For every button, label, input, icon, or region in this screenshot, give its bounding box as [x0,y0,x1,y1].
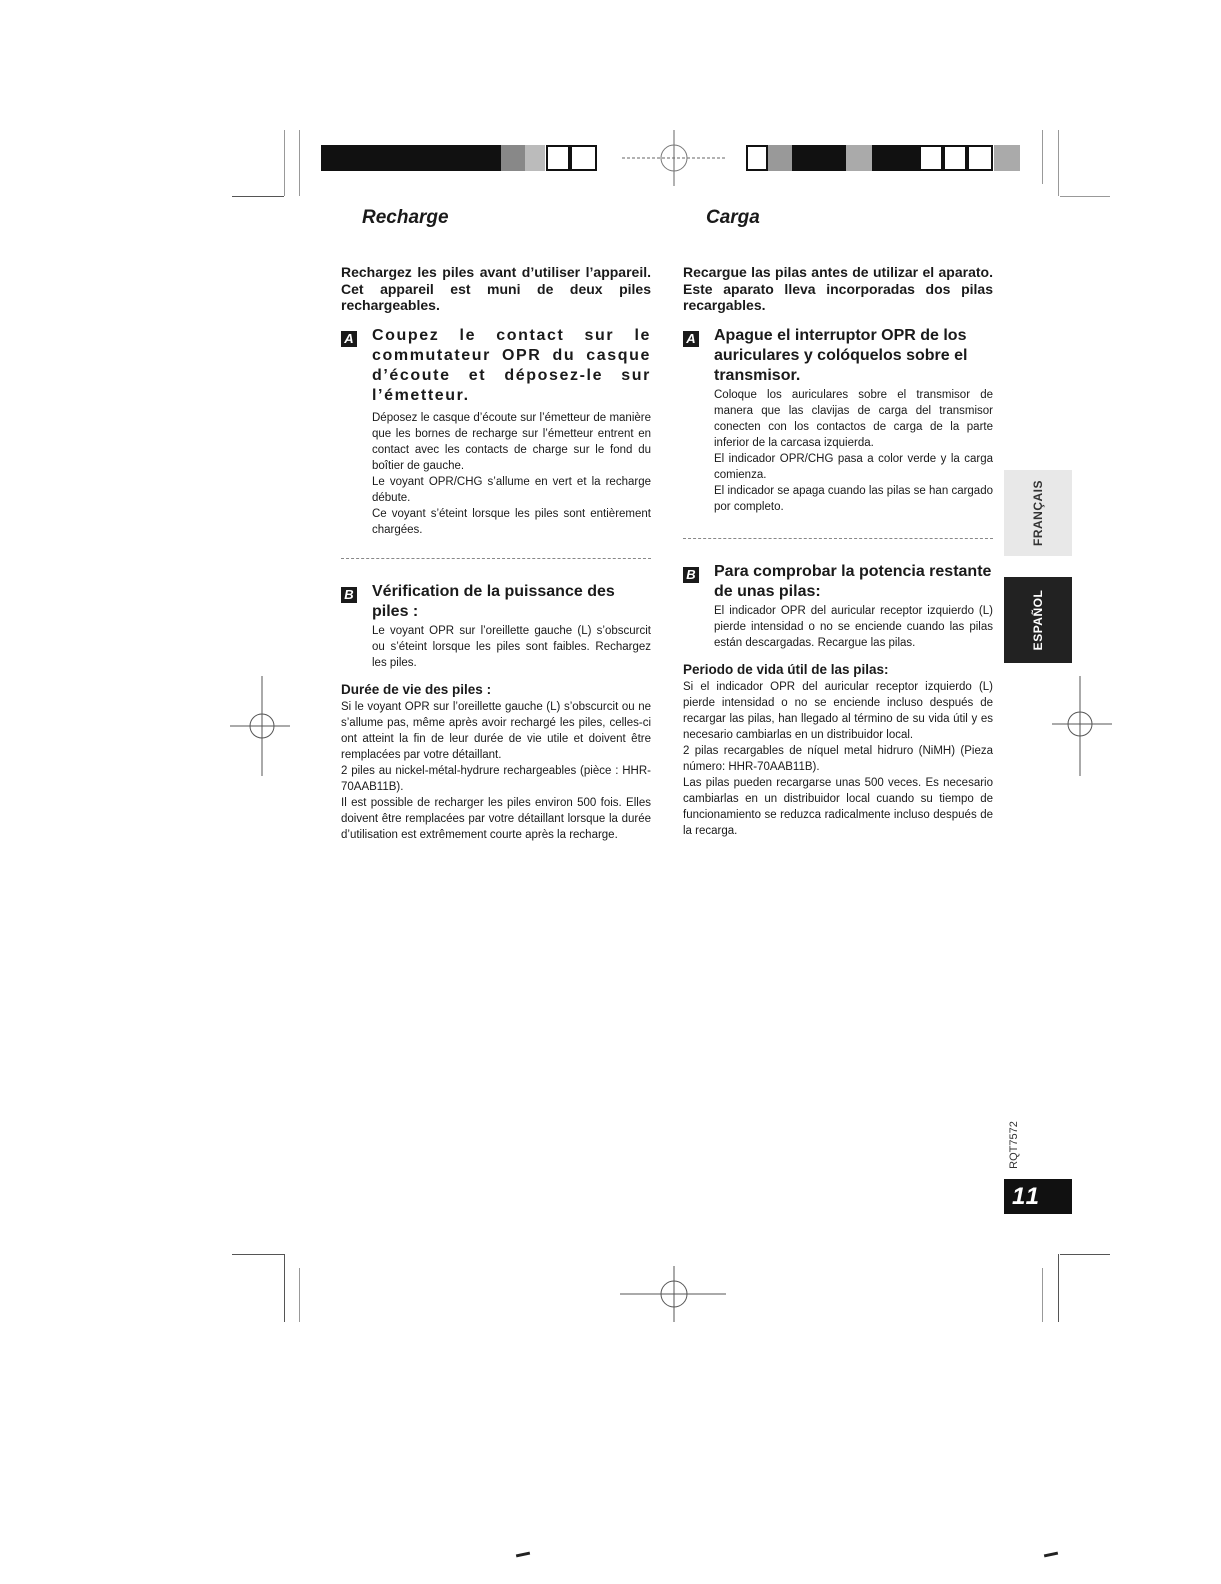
header-bar-right [746,145,1020,171]
language-tab-espanol [1004,577,1072,663]
intro-es: Recargue las pilas antes de utilizar el aparato. Este aparato lleva incorporadas dos pilas recargables. [683,264,993,313]
crop-mark [232,1254,284,1255]
paragraph: Si le voyant OPR sur l’oreillette gauche (L) s’obscurcit ou ne s’allume pas, même après avoir rechargé les piles, celles-ci ont atteint la fin de leur durée de vie utile et doivent être remplacées par votre détaillant. [341,701,651,761]
language-tab-francais [1004,470,1072,556]
bottom-mark [1044,1552,1058,1558]
step-heading: Coupez le contact sur le commutateur OPR du casque d’écoute et déposez-le sur l’émetteur. [372,327,651,404]
step-body [714,387,993,515]
paragraph: Si el indicador OPR del auricular receptor izquierdo (L) pierde intensidad o no se enciende incluso después de recargar las pilas, han llegado al término de su vida útil y es necesario cambiarlas en un distribuidor local. [683,681,993,741]
divider [341,558,651,559]
tab-label: ESPAÑOL [1031,589,1045,651]
paragraph: El indicador se apaga cuando las pilas se han cargado por completo. [714,485,993,513]
crop-mark [1042,1268,1043,1322]
step-marker-a: A [341,331,357,347]
paragraph: Il est possible de recharger les piles environ 500 fois. Elles doivent être remplacées par votre détaillant lorsque la durée d’utilisation est extrêmement courte après la recharge. [341,797,651,841]
crop-mark [1058,1254,1059,1322]
bottom-mark [516,1552,530,1558]
paragraph: Le voyant OPR/CHG s’allume en vert et la recharge débute. [372,476,651,504]
crop-mark [299,1268,300,1322]
paragraph: Déposez le casque d’écoute sur l’émetteur de manière que les bornes de recharge sur l’émetteur entrent en contact avec les contacts de charge sur le fond du boîtier de gauche. [372,412,651,472]
crop-mark [1058,130,1059,196]
registration-mark-icon [230,676,290,776]
paragraph: El indicador OPR/CHG pasa a color verde y la carga comienza. [714,453,993,481]
paragraph: Le voyant OPR sur l’oreillette gauche (L) s’obscurcit ou s’éteint lorsque les piles sont faibles. Rechargez les piles. [372,625,651,669]
crop-mark [232,196,284,197]
step-body [714,603,993,651]
section-title-fr: Recharge [362,207,449,228]
document-code: RQT7572 [1008,1121,1020,1169]
crop-mark [284,130,285,196]
step-body [372,623,651,671]
step-b-fr [341,582,651,671]
step-a-es [683,326,993,515]
step-heading: Vérification de la puissance des piles : [372,583,615,620]
page-number: 11 [1004,1179,1072,1214]
registration-mark-icon [620,1266,726,1322]
divider [683,538,993,539]
registration-mark-icon [622,130,726,186]
step-marker-a: A [683,331,699,347]
step-a-fr [341,326,651,538]
paragraph: 2 piles au nickel-métal-hydrure rechargeables (pièce : HHR-70AAB11B). [341,765,651,793]
crop-mark [1060,196,1110,197]
paragraph: Ce voyant s’éteint lorsque les piles sont entièrement chargées. [372,508,651,536]
paragraph: Las pilas pueden recargarse unas 500 veces. Es necesario cambiarlas en un distribuidor local cuando su tiempo de funcionamiento se reduzca radicalmente incluso después de la recarga. [683,777,993,837]
paragraph: 2 pilas recargables de níquel metal hidruro (NiMH) (Pieza número: HHR-70AAB11B). [683,745,993,773]
header-bar-left [321,145,598,171]
intro-fr: Rechargez les piles avant d’utiliser l’appareil. Cet appareil est muni de deux piles rechargeables. [341,264,651,313]
crop-mark [299,130,300,196]
paragraph: Coloque los auriculares sobre el transmisor de manera que las clavijas de carga del transmisor conecten con los contactos de carga de la parte inferior de la carcasa izquierda. [714,389,993,449]
step-body [372,410,651,538]
subheading-fr: Durée de vie des piles : [341,682,492,697]
tab-label: FRANÇAIS [1031,480,1045,546]
life-body-es [683,679,993,839]
section-title-es: Carga [706,207,760,228]
step-heading: Para comprobar la potencia restante de unas pilas: [714,563,992,600]
subheading-es: Periodo de vida útil de las pilas: [683,662,889,677]
step-marker-b: B [341,587,357,603]
crop-mark [1060,1254,1110,1255]
life-body-fr [341,699,651,843]
crop-mark [284,1254,285,1322]
step-heading: Apague el interruptor OPR de los auriculares y colóquelos sobre el transmisor. [714,327,968,384]
step-marker-b: B [683,567,699,583]
step-b-es [683,562,993,651]
paragraph: El indicador OPR del auricular receptor izquierdo (L) pierde intensidad o no se enciende cuando las pilas están descargadas. Recargue las pilas. [714,605,993,649]
crop-mark [1042,130,1043,184]
registration-mark-icon [1052,676,1112,776]
